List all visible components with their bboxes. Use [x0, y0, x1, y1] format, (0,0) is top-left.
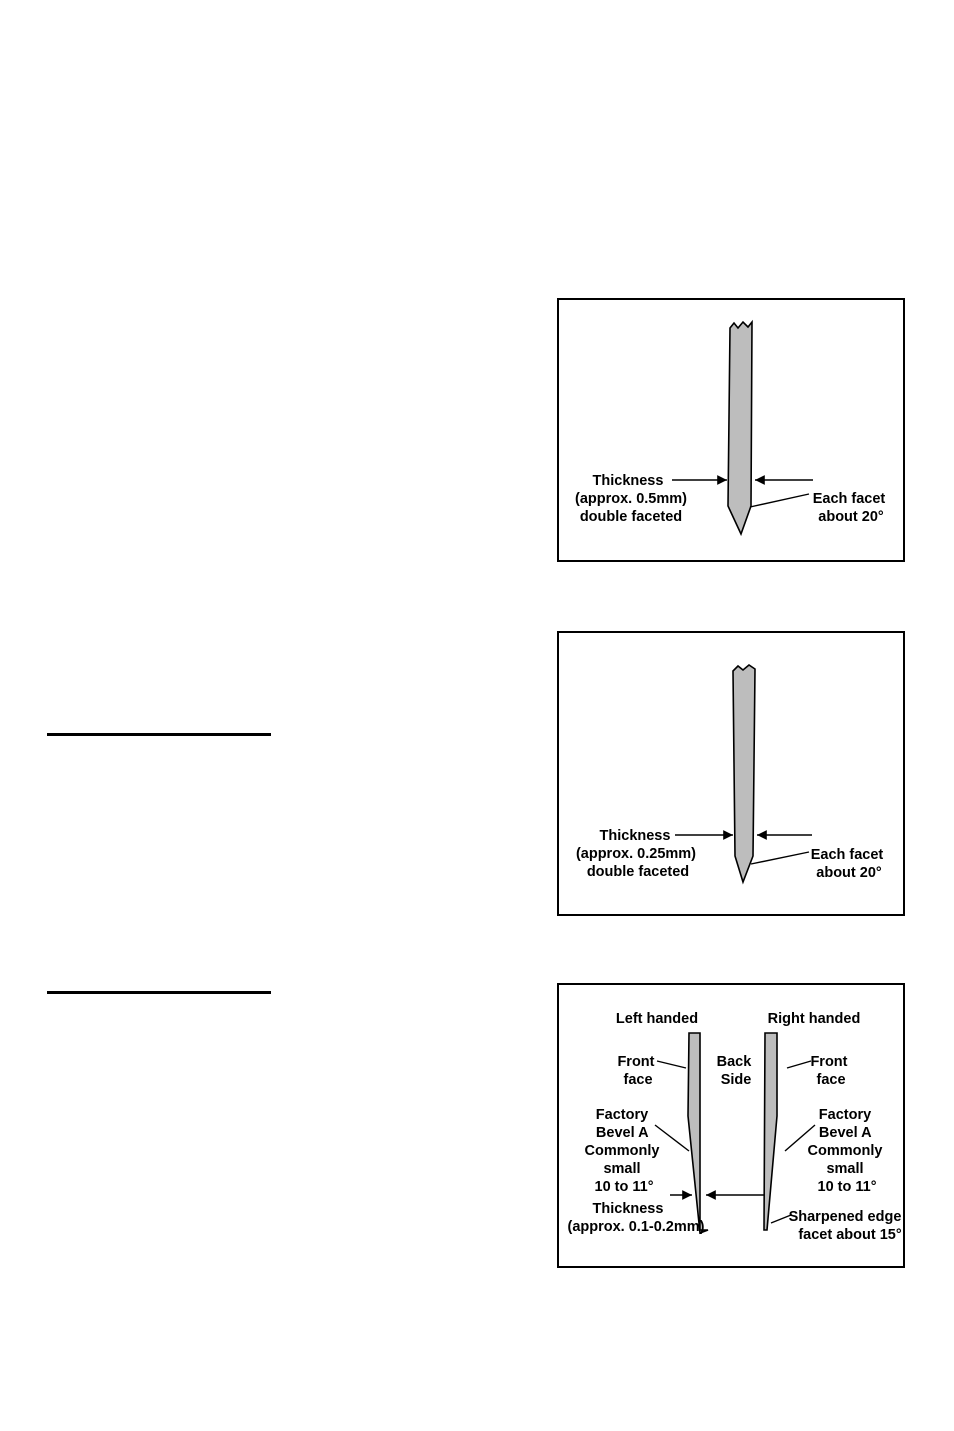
thickness-label-line: double faceted: [586, 864, 690, 880]
facet-label-line: Each facet: [810, 847, 884, 863]
facet-label-line: about 20°: [818, 509, 884, 525]
label-line: small: [826, 1161, 864, 1177]
back-side-label: [717, 1054, 756, 1088]
label-line: Factory: [595, 1107, 649, 1123]
thickness-label-line: Thickness: [592, 473, 664, 489]
label-line: Commonly: [807, 1143, 883, 1159]
blade-shape: [733, 665, 755, 882]
right-front-face-pointer: [787, 1061, 811, 1068]
label-line: small: [603, 1161, 641, 1177]
left-handed-heading: Left handed: [615, 1011, 699, 1027]
right-handed-heading: Right handed: [767, 1011, 861, 1027]
thickness-label: [568, 1201, 705, 1235]
thickness-label-line: (approx. 0.5mm): [574, 491, 687, 507]
right-bevel-label: [808, 1107, 887, 1195]
right-blade-shape: [764, 1033, 777, 1230]
label-line: Front: [810, 1054, 848, 1070]
label-line: Bevel A: [818, 1125, 872, 1141]
left-front-face-label: [617, 1054, 658, 1088]
left-bevel-label: [585, 1107, 664, 1195]
label-line: Front: [617, 1054, 655, 1070]
facet-label-line: about 20°: [816, 865, 882, 881]
label-line: Bevel A: [595, 1125, 649, 1141]
facet-label: [811, 847, 888, 881]
label-line: Sharpened edge: [788, 1209, 902, 1225]
figure-2-svg: [557, 631, 905, 916]
right-front-face-label: [810, 1054, 851, 1088]
section-rule-2: [47, 991, 271, 994]
facet-label-line: Each facet: [812, 491, 886, 507]
thickness-label-line: Thickness: [599, 828, 671, 844]
section-rule-1: [47, 733, 271, 736]
label-line: Side: [720, 1072, 752, 1088]
figure-3-svg: [557, 983, 905, 1268]
figure-1-svg: [557, 298, 905, 562]
facet-label: [813, 491, 890, 525]
blade-shape: [728, 322, 752, 534]
label-line: face: [623, 1072, 653, 1088]
thickness-label: [575, 473, 691, 525]
label-line: Thickness: [592, 1201, 664, 1217]
left-front-face-pointer: [657, 1061, 686, 1068]
label-line: 10 to 11°: [594, 1179, 654, 1195]
label-line: Back: [716, 1054, 752, 1070]
label-line: facet about 15°: [798, 1227, 902, 1243]
label-line: 10 to 11°: [817, 1179, 877, 1195]
thickness-label-line: double faceted: [579, 509, 683, 525]
sharpened-edge-label: [789, 1209, 906, 1243]
figure-double-faceted-0-5mm: [557, 298, 905, 562]
label-line: Factory: [818, 1107, 872, 1123]
label-line: face: [816, 1072, 846, 1088]
figure-double-faceted-0-25mm: [557, 631, 905, 916]
left-blade-shape: [688, 1033, 708, 1233]
thickness-label: [576, 828, 700, 880]
label-line: (approx. 0.1-0.2mm): [567, 1219, 705, 1235]
thickness-label-line: (approx. 0.25mm): [575, 846, 697, 862]
facet-pointer-line: [750, 494, 809, 507]
figure-left-right-handed: [557, 983, 905, 1268]
label-line: Commonly: [584, 1143, 660, 1159]
facet-pointer-line: [751, 852, 809, 864]
